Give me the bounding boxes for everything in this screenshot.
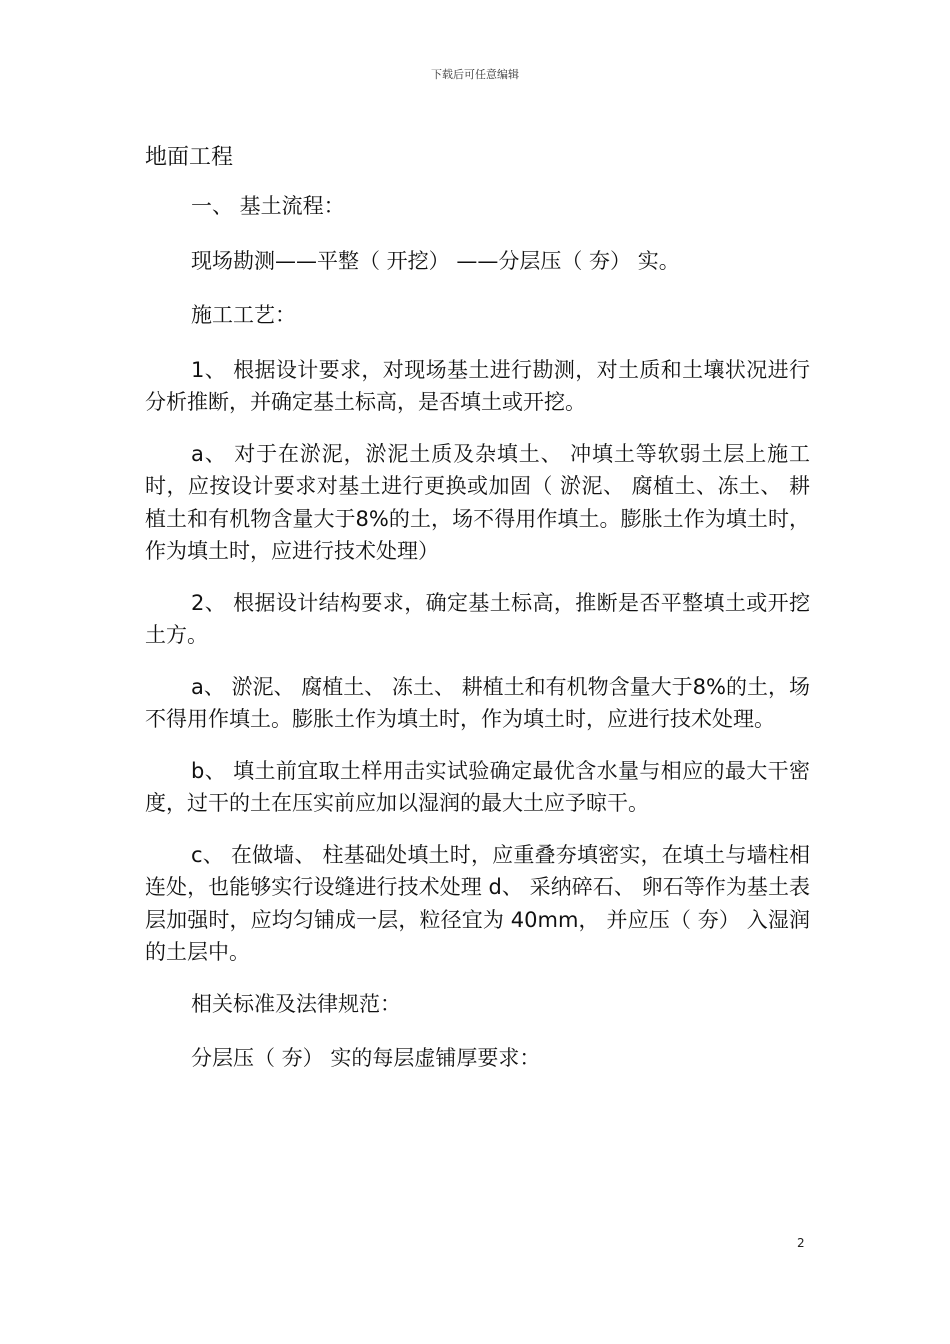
paragraph: 现场勘测——平整（ 开挖） ——分层压（ 夯） 实。: [191, 248, 680, 273]
document-title: 地面工程: [145, 145, 234, 170]
page-number: 2: [797, 1236, 805, 1250]
paragraph: a、 淤泥、 腐植土、 冻土、 耕植土和有机物含量大于8%的土，场不得用作填土。膨胀土作为填土时，作为填土时，应进行技术处理。: [145, 674, 810, 731]
page-header: 下载后可任意编辑: [431, 68, 519, 81]
document-body: [145, 138, 810, 1094]
paragraph: b、 填土前宜取土样用击实试验确定最优含水量与相应的最大干密度，过干的土在压实前应加以湿润的最大土应予晾干。: [145, 758, 810, 815]
paragraph: 相关标准及法律规范：: [191, 991, 401, 1016]
paragraph: 1、 根据设计要求，对现场基土进行勘测，对土质和土壤状况进行分析推断，并确定基土标高，是否填土或开挖。: [145, 357, 810, 414]
paragraph: 2、 根据设计结构要求，确定基土标高，推断是否平整填土或开挖土方。: [145, 590, 810, 647]
paragraph: c、 在做墙、 柱基础处填土时，应重叠夯填密实，在填土与墙柱相连处，也能够实行设缝进行技术处理 d、 采纳碎石、 卵石等作为基土表层加强时，应均匀铺成一层，粒径宜为 40mm， 并应压（ 夯） 入湿润的土层中。: [145, 842, 810, 964]
paragraph: a、 对于在淤泥，淤泥土质及杂填土、 冲填土等软弱土层上施工时，应按设计要求对基土进行更换或加固（ 淤泥、 腐植土、冻土、 耕植土和有机物含量大于8%的土，场不得用作填土。膨胀土作为填土时，作为填土时，应进行技术处理）: [145, 441, 810, 563]
paragraph: 分层压（ 夯） 实的每层虚铺厚要求：: [191, 1046, 541, 1070]
paragraph: 一、 基土流程：: [191, 194, 345, 218]
paragraph: 施工工艺：: [191, 303, 296, 327]
